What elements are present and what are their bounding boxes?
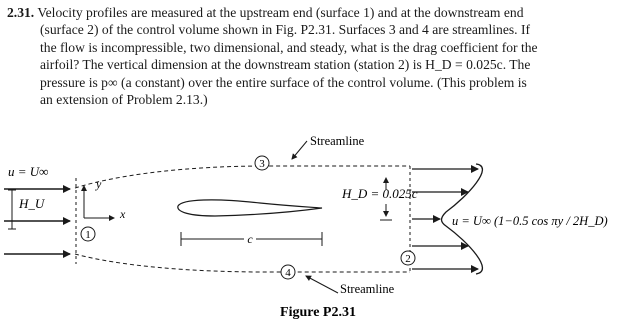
y-axis-label: y	[96, 177, 102, 191]
problem-number: 2.31.	[7, 5, 35, 20]
problem-statement	[7, 4, 637, 108]
problem-line-4: airfoil? The vertical dimension at the downstream station (station 2) is H_D = 0.025c. The	[40, 57, 531, 73]
x-axis-label: x	[120, 207, 126, 221]
chord-label: c	[247, 232, 253, 246]
streamline-top	[75, 166, 410, 188]
streamline-bottom-pointer	[306, 276, 338, 293]
figure-caption: Figure P2.31	[280, 305, 356, 320]
problem-line-6: an extension of Problem 2.13.)	[40, 92, 208, 108]
problem-line-5: pressure is p∞ (a constant) over the entire surface of the control volume. (This problem is	[40, 74, 527, 90]
airfoil	[178, 200, 322, 216]
surface-2-label: 2	[405, 253, 411, 265]
hu-label: H_U	[19, 196, 45, 211]
surface-3-label: 3	[259, 158, 265, 170]
streamline-top-pointer	[292, 141, 307, 159]
surface-1-label: 1	[85, 229, 91, 241]
hd-label: H_D = 0.025c	[342, 186, 418, 201]
upstream-velocity-label: u = U∞	[8, 164, 49, 179]
problem-line-1: 2.31. Velocity profiles are measured at the upstream end (surface 1) and at the downstream end	[7, 5, 524, 20]
figure-p2-31	[0, 126, 642, 327]
streamline-bottom-label: Streamline	[340, 282, 395, 296]
streamline-top-label: Streamline	[310, 134, 365, 148]
problem-line-3: the flow is incompressible, two dimensional, and steady, what is the drag coefficient for the	[40, 39, 538, 55]
surface-4-label: 4	[285, 267, 291, 279]
streamline-bottom	[75, 254, 410, 272]
problem-line-2: (surface 2) of the control volume shown in Fig. P2.31. Surfaces 3 and 4 are streamlines. If	[40, 22, 531, 38]
downstream-velocity-label: u = U∞ (1−0.5 cos πy / 2H_D)	[452, 214, 608, 228]
